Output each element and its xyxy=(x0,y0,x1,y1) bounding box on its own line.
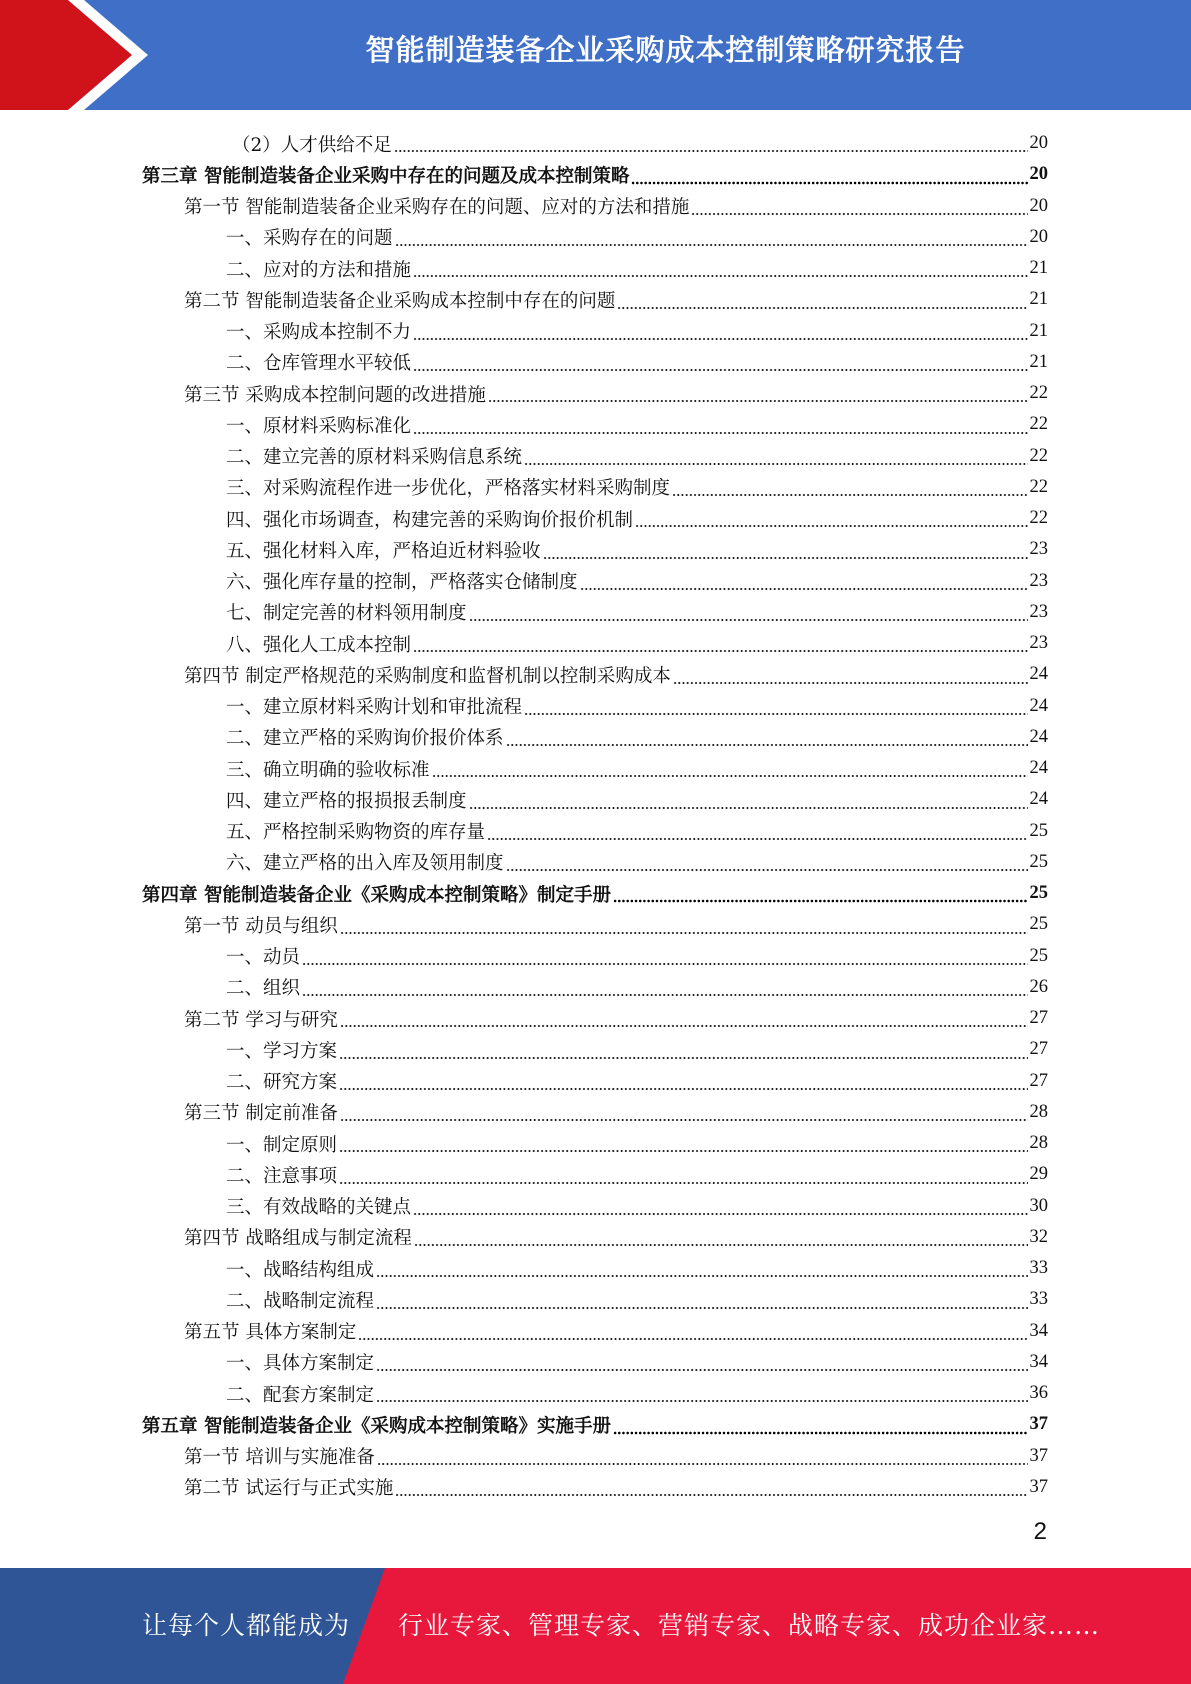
toc-section-entry[interactable] xyxy=(142,1441,1048,1472)
document-title: 智能制造装备企业采购成本控制策略研究报告 xyxy=(365,33,966,67)
toc-subsection-entry[interactable] xyxy=(142,753,1048,784)
toc-section-entry[interactable] xyxy=(142,909,1048,940)
toc-subsection-entry[interactable] xyxy=(142,222,1048,253)
toc-entry-title: 二、组织 xyxy=(226,978,301,1000)
toc-subsection-entry[interactable] xyxy=(142,784,1048,815)
toc-page-number: 33 xyxy=(1029,1289,1048,1310)
toc-page-number: 25 xyxy=(1029,883,1048,904)
toc-section-entry[interactable] xyxy=(142,1097,1048,1128)
toc-subsection-entry[interactable] xyxy=(142,409,1048,440)
toc-leader-dots xyxy=(302,993,1027,997)
toc-leader-dots xyxy=(672,493,1027,497)
toc-page-number: 27 xyxy=(1029,1008,1048,1029)
toc-subsection-entry[interactable] xyxy=(142,847,1048,878)
toc-entry-title: （2）人才供给不足 xyxy=(232,134,392,156)
toc-entry-title: 四、建立严格的报损报丢制度 xyxy=(226,790,467,812)
toc-entry-title: 二、研究方案 xyxy=(226,1072,338,1094)
toc-subsection-entry[interactable] xyxy=(142,597,1048,628)
toc-subsection-entry[interactable] xyxy=(142,253,1048,284)
toc-entry-title: 第四节 战略组成与制定流程 xyxy=(184,1228,412,1250)
toc-page-number: 21 xyxy=(1029,289,1048,310)
toc-leader-dots xyxy=(469,618,1028,622)
toc-page-number: 27 xyxy=(1029,1070,1048,1091)
toc-page-number: 34 xyxy=(1029,1320,1048,1341)
toc-subsection-entry[interactable] xyxy=(142,503,1048,534)
toc-page-number: 27 xyxy=(1029,1039,1048,1060)
toc-section-entry[interactable] xyxy=(142,284,1048,315)
toc-subsection-entry[interactable] xyxy=(142,1128,1048,1159)
toc-section-entry[interactable] xyxy=(142,1003,1048,1034)
toc-subsection-entry[interactable] xyxy=(142,941,1048,972)
toc-entry-title: 第二节 试运行与正式实施 xyxy=(184,1478,394,1500)
toc-page-number: 36 xyxy=(1029,1383,1048,1404)
toc-entry-title: 第三节 采购成本控制问题的改进措施 xyxy=(184,384,486,406)
toc-page-number: 34 xyxy=(1029,1351,1048,1372)
toc-subsection-entry[interactable] xyxy=(142,628,1048,659)
toc-leader-dots xyxy=(631,181,1027,185)
toc-page-number: 21 xyxy=(1029,320,1048,341)
toc-entry-title: 一、采购成本控制不力 xyxy=(226,322,412,344)
toc-leader-dots xyxy=(340,931,1028,935)
toc-leader-dots xyxy=(506,868,1028,872)
toc-page-number: 24 xyxy=(1029,758,1048,779)
toc-page-number: 22 xyxy=(1029,414,1048,435)
toc-leader-dots xyxy=(302,962,1027,966)
toc-page-number: 22 xyxy=(1029,508,1048,529)
toc-section-entry[interactable] xyxy=(142,378,1048,409)
header-band xyxy=(0,0,1191,110)
toc-entry-title: 第五章 智能制造装备企业《采购成本控制策略》实施手册 xyxy=(142,1415,611,1437)
toc-page-number: 22 xyxy=(1029,445,1048,466)
toc-entry-title: 二、建立完善的原材料采购信息系统 xyxy=(226,447,523,469)
toc-entry-title: 第三章 智能制造装备企业采购中存在的问题及成本控制策略 xyxy=(142,165,630,187)
toc-entry-title: 一、原材料采购标准化 xyxy=(226,415,412,437)
toc-leader-dots xyxy=(340,1118,1028,1122)
toc-page-number: 20 xyxy=(1029,226,1048,247)
toc-entry-title: 二、配套方案制定 xyxy=(226,1384,375,1406)
toc-page-number: 23 xyxy=(1029,633,1048,654)
toc-subsection-entry[interactable] xyxy=(142,722,1048,753)
toc-entry-title: 二、应对的方法和措施 xyxy=(226,259,412,281)
toc-section-entry[interactable] xyxy=(142,1222,1048,1253)
toc-entry-title: 一、具体方案制定 xyxy=(226,1353,375,1375)
toc-entry-title: 一、建立原材料采购计划和审批流程 xyxy=(226,697,523,719)
toc-entry-title: 八、强化人工成本控制 xyxy=(226,634,412,656)
toc-subsection-entry[interactable] xyxy=(142,1284,1048,1315)
footer-band xyxy=(0,1568,1191,1684)
toc-leader-dots xyxy=(506,743,1028,747)
toc-page-number: 25 xyxy=(1029,820,1048,841)
toc-subsection-entry[interactable] xyxy=(142,347,1048,378)
toc-leader-dots xyxy=(414,1243,1028,1247)
toc-page-number: 23 xyxy=(1029,539,1048,560)
toc-page-number: 25 xyxy=(1029,914,1048,935)
toc-leader-dots xyxy=(413,431,1027,435)
toc-entry-title: 一、学习方案 xyxy=(226,1040,338,1062)
toc-subsection-entry[interactable] xyxy=(142,1191,1048,1222)
toc-page-number: 37 xyxy=(1029,1445,1048,1466)
toc-leader-dots xyxy=(413,274,1027,278)
toc-entry-title: 第三节 制定前准备 xyxy=(184,1103,338,1125)
toc-page-number: 24 xyxy=(1029,695,1048,716)
toc-section-entry[interactable] xyxy=(142,1472,1048,1503)
toc-entry-title: 第四章 智能制造装备企业《采购成本控制策略》制定手册 xyxy=(142,884,611,906)
toc-entry-title: 第二节 学习与研究 xyxy=(184,1009,338,1031)
toc-subsection-entry[interactable] xyxy=(142,534,1048,565)
toc-page-number: 20 xyxy=(1029,195,1048,216)
toc-leader-dots xyxy=(524,712,1027,716)
toc-leader-dots xyxy=(395,1493,1027,1497)
toc-leader-dots xyxy=(395,243,1028,247)
toc-entry-title: 一、制定原则 xyxy=(226,1134,338,1156)
toc-leader-dots xyxy=(339,1149,1027,1153)
toc-entry-title: 三、有效战略的关键点 xyxy=(226,1197,412,1219)
toc-leader-dots xyxy=(413,1212,1027,1216)
toc-chapter-entry[interactable] xyxy=(142,1409,1048,1440)
toc-entry-title: 第一节 动员与组织 xyxy=(184,915,338,937)
toc-subsection-entry[interactable] xyxy=(142,1253,1048,1284)
toc-subsection-entry[interactable] xyxy=(142,441,1048,472)
toc-page-number: 30 xyxy=(1029,1195,1048,1216)
toc-entry-title: 第四节 制定严格规范的采购制度和监督机制以控制采购成本 xyxy=(184,665,671,687)
arrow-red-shape xyxy=(0,0,132,110)
toc-leader-dots xyxy=(432,774,1028,778)
toc-page-number: 23 xyxy=(1029,570,1048,591)
toc-subsection-entry[interactable] xyxy=(142,972,1048,1003)
toc-page-number: 24 xyxy=(1029,726,1048,747)
toc-leader-dots xyxy=(673,681,1028,685)
toc-leader-dots xyxy=(376,1306,1027,1310)
toc-entry-title: 六、强化库存量的控制，严格落实仓储制度 xyxy=(226,572,578,594)
toc-page-number: 28 xyxy=(1029,1133,1048,1154)
toc-leader-dots xyxy=(340,1024,1028,1028)
toc-entry-title: 第二节 智能制造装备企业采购成本控制中存在的问题 xyxy=(184,290,616,312)
toc-entry-title: 六、建立严格的出入库及领用制度 xyxy=(226,853,504,875)
toc-subsection-entry[interactable] xyxy=(142,691,1048,722)
page-number: 2 xyxy=(1033,1518,1047,1545)
toc-entry-title: 一、采购存在的问题 xyxy=(226,228,393,250)
toc-leader-dots xyxy=(524,462,1027,466)
toc-subsection-entry[interactable] xyxy=(142,816,1048,847)
toc-leader-dots xyxy=(339,1181,1027,1185)
chevron-arrow-icon xyxy=(0,0,160,110)
toc-section-entry[interactable] xyxy=(142,191,1048,222)
toc-subsection-entry[interactable] xyxy=(142,1034,1048,1065)
toc-entry-title: 第五节 具体方案制定 xyxy=(184,1322,357,1344)
toc-leader-dots xyxy=(339,1087,1027,1091)
toc-leader-dots xyxy=(613,899,1028,903)
toc-page-number: 25 xyxy=(1029,851,1048,872)
toc-leader-dots xyxy=(377,1462,1028,1466)
toc-entry-title: 五、强化材料入库，严格迫近材料验收 xyxy=(226,540,541,562)
toc-subsection-entry[interactable] xyxy=(142,1066,1048,1097)
toc-leader-dots xyxy=(376,1274,1027,1278)
toc-page-number: 23 xyxy=(1029,601,1048,622)
toc-leader-dots xyxy=(376,1399,1027,1403)
toc-leader-dots xyxy=(691,212,1027,216)
toc-subsection-entry[interactable] xyxy=(142,472,1048,503)
toc-entry-title: 二、注意事项 xyxy=(226,1165,338,1187)
toc-page-number: 22 xyxy=(1029,476,1048,497)
toc-page-number: 25 xyxy=(1029,945,1048,966)
toc-subsection-entry[interactable] xyxy=(142,566,1048,597)
toc-section-entry[interactable] xyxy=(142,1316,1048,1347)
toc-entry-title: 第一节 培训与实施准备 xyxy=(184,1447,375,1469)
toc-leader-dots xyxy=(394,149,1028,153)
toc-leader-dots xyxy=(488,399,1028,403)
toc-entry-title: 四、强化市场调查，构建完善的采购询价报价机制 xyxy=(226,509,634,531)
toc-entry-title: 三、对采购流程作进一步优化，严格落实材料采购制度 xyxy=(226,478,671,500)
toc-page-number: 29 xyxy=(1029,1164,1048,1185)
toc-entry-title: 七、制定完善的材料领用制度 xyxy=(226,603,467,625)
toc-subsection-entry[interactable] xyxy=(142,316,1048,347)
toc-chapter-entry[interactable] xyxy=(142,159,1048,190)
toc-entry-title: 五、严格控制采购物资的库存量 xyxy=(226,822,486,844)
toc-leader-dots xyxy=(413,649,1027,653)
toc-leader-dots xyxy=(487,837,1027,841)
toc-leader-dots xyxy=(617,306,1027,310)
toc-entry-title: 二、建立严格的采购询价报价体系 xyxy=(226,728,504,750)
toc-entry-title: 三、确立明确的验收标准 xyxy=(226,759,430,781)
toc-entry-title: 一、动员 xyxy=(226,947,301,969)
toc-page-number: 20 xyxy=(1029,164,1048,185)
toc-page-number: 37 xyxy=(1029,1476,1048,1497)
toc-leader-dots xyxy=(613,1431,1028,1435)
toc-page-number: 24 xyxy=(1029,789,1048,810)
footer-roles: 行业专家、管理专家、营销专家、战略专家、成功企业家…… xyxy=(398,1611,1101,1640)
toc-leader-dots xyxy=(469,806,1028,810)
toc-subsection-entry[interactable] xyxy=(142,1347,1048,1378)
toc-subsection-entry[interactable] xyxy=(142,128,1048,159)
toc-page-number: 26 xyxy=(1029,976,1048,997)
toc-subsection-entry[interactable] xyxy=(142,1378,1048,1409)
toc-page-number: 33 xyxy=(1029,1258,1048,1279)
toc-page-number: 22 xyxy=(1029,383,1048,404)
toc-leader-dots xyxy=(580,587,1028,591)
toc-page-number: 37 xyxy=(1029,1414,1048,1435)
toc-leader-dots xyxy=(543,556,1028,560)
toc-entry-title: 第一节 智能制造装备企业采购存在的问题、应对的方法和措施 xyxy=(184,197,690,219)
toc-page-number: 20 xyxy=(1029,133,1048,154)
toc-page-number: 21 xyxy=(1029,258,1048,279)
toc-page-number: 32 xyxy=(1029,1226,1048,1247)
toc-leader-dots xyxy=(376,1368,1027,1372)
toc-subsection-entry[interactable] xyxy=(142,1159,1048,1190)
toc-leader-dots xyxy=(413,368,1027,372)
toc-leader-dots xyxy=(339,1056,1027,1060)
toc-leader-dots xyxy=(413,337,1027,341)
toc-entry-title: 一、战略结构组成 xyxy=(226,1259,375,1281)
toc-page-number: 28 xyxy=(1029,1101,1048,1122)
toc-page-number: 24 xyxy=(1029,664,1048,685)
toc-entry-title: 二、仓库管理水平较低 xyxy=(226,353,412,375)
toc-leader-dots xyxy=(635,524,1027,528)
toc-page-number: 21 xyxy=(1029,351,1048,372)
toc-entry-title: 二、战略制定流程 xyxy=(226,1290,375,1312)
footer-slogan: 让每个人都能成为 xyxy=(142,1611,351,1640)
toc-leader-dots xyxy=(358,1337,1027,1341)
toc-chapter-entry[interactable] xyxy=(142,878,1048,909)
toc-section-entry[interactable] xyxy=(142,659,1048,690)
table-of-contents xyxy=(142,128,1048,1503)
